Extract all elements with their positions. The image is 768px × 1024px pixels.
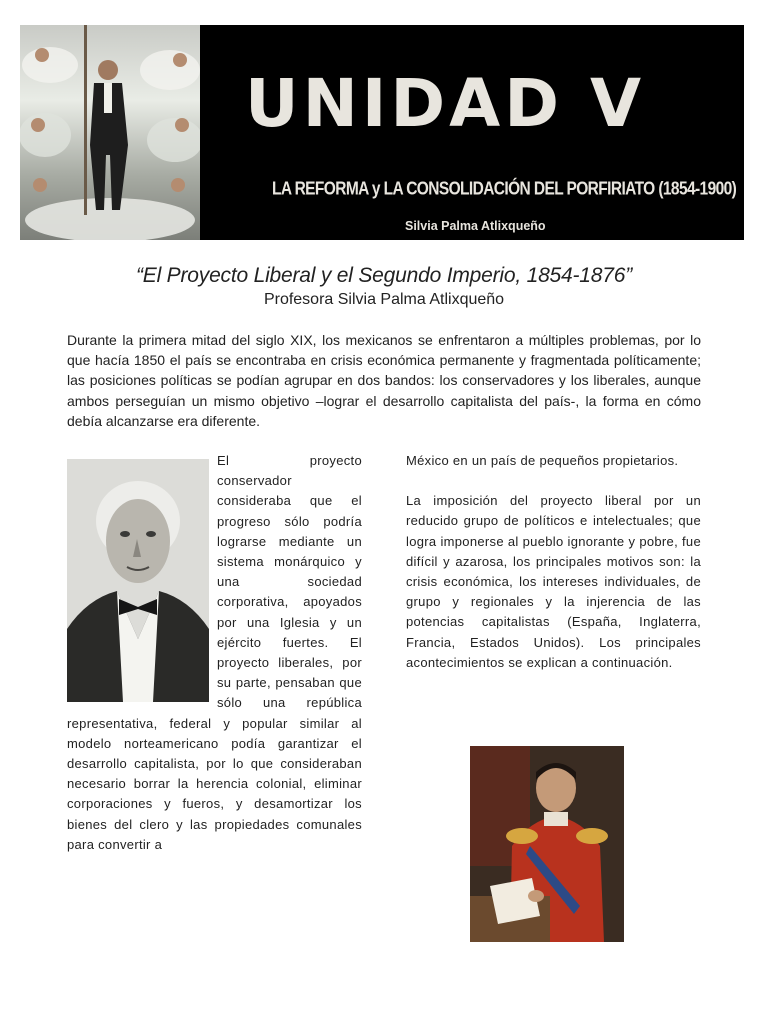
header-banner	[20, 25, 744, 240]
banner-illustration	[20, 25, 200, 240]
left-column-text: El proyecto conservador consideraba que el progreso sólo podría lograrse mediante un sistema monárquico y una sociedad corporativa, apoyados por una Iglesia y un ejército fuertes. El proyecto liberales, por su parte, pensaban que sólo una república representativa, federal y popular similar al modelo norteamericano podía garantizar el desarrollo capitalista, por lo que consideraban necesario borrar la herencia colonial, eliminar corporaciones y fueros, y desamortizar los bienes del clero y las propiedades comunales para convertir a	[67, 453, 362, 852]
right-column-text-2: La imposición del proyecto liberal por un reducido grupo de políticos e intelectuales; que logra imponerse al pueblo ignorante y pobre, fue difícil y azarosa, los principales motivos son: la crisis económica, los intereses individuales, de grupo y regionales y la injerencia de las potencias capitalistas (España, Inglaterra, Francia, Estados Unidos). Los principales acontecimientos se explican a continuación.	[406, 493, 701, 670]
left-column	[67, 451, 362, 855]
document-subtitle: Profesora Silvia Palma Atlixqueño	[263, 291, 505, 308]
engraved-portrait-image	[67, 459, 209, 702]
painted-portrait-image	[470, 746, 624, 942]
banner-subtitle: LA REFORMA y LA CONSOLIDACIÓN DEL PORFIRIATO (1854-1900)	[272, 179, 737, 200]
allegory-illustration	[20, 25, 200, 240]
banner-author: Silvia Palma Atlixqueño	[405, 219, 546, 233]
portrait-military-figure	[470, 746, 624, 942]
right-column	[406, 451, 701, 693]
intro-paragraph: Durante la primera mitad del siglo XIX, los mexicanos se enfrentaron a múltiples problemas, por lo que hacía 1850 el país se encontraba en crisis económica permanente y fragmentada políticamente; las posiciones políticas se podían agrupar en dos bandos: los conservadores y los liberales, aunque ambos perseguían un mismo objetivo –lograr el desarrollo capitalista del país-, la forma en cómo debía alcanzarse era diferente.	[67, 332, 701, 429]
document-title: “El Proyecto Liberal y el Segundo Imperio, 1854-1876”	[135, 264, 633, 287]
right-column-text-1: México en un país de pequeños propietarios.	[406, 453, 679, 468]
portrait-conservative-figure	[67, 459, 209, 702]
banner-title: UNIDAD V	[245, 65, 646, 142]
